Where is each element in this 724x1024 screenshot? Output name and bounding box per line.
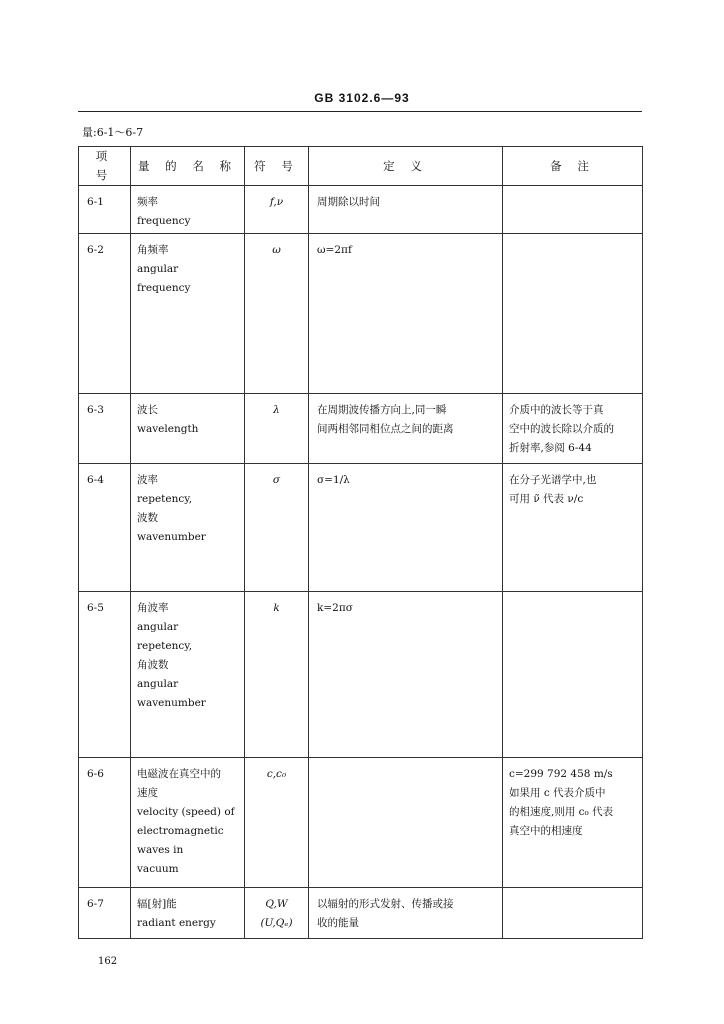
quantity-name-line: repetency,	[137, 493, 193, 505]
quantity-definition	[309, 592, 503, 758]
column-header-definition: 定 义	[309, 147, 503, 186]
quantity-name-line: waves in	[137, 844, 184, 856]
quantity-remarks-line: 空中的波长除以介质的	[509, 423, 614, 435]
quantity-symbol	[245, 464, 309, 592]
quantity-name-line: repetency,	[137, 640, 193, 652]
quantity-name-line: wavelength	[137, 423, 199, 435]
quantity-name-line: angular	[137, 621, 179, 633]
quantity-name	[131, 592, 245, 758]
quantity-name-line: velocity (speed) of	[137, 806, 235, 818]
quantity-name-line: radiant energy	[137, 917, 216, 929]
quantity-remarks-line: 可用 ν̃ 代表 ν/c	[509, 493, 584, 505]
quantity-definition	[309, 186, 503, 234]
column-header-quantity-name: 量 的 名 称	[131, 147, 245, 186]
quantity-name-line: 频率	[137, 196, 158, 208]
quantity-remarks-line: 的相速度,则用 c₀ 代表	[509, 806, 614, 818]
quantity-name-line: angular	[137, 678, 179, 690]
quantity-remarks	[503, 758, 643, 888]
header-rule	[78, 111, 642, 112]
quantity-definition	[309, 394, 503, 464]
quantity-definition-line: 收的能量	[317, 917, 359, 929]
quantity-remarks	[503, 394, 643, 464]
quantity-symbol-line: c,c₀	[266, 768, 287, 780]
quantity-definition	[309, 234, 503, 394]
item-number: 6-7	[79, 888, 131, 939]
quantity-symbol-line: ω	[272, 244, 281, 256]
table-row	[79, 758, 643, 888]
table-row	[79, 464, 643, 592]
quantities-table	[78, 146, 643, 939]
quantity-symbol-line: k	[273, 602, 280, 614]
quantity-name	[131, 758, 245, 888]
quantity-name	[131, 464, 245, 592]
table-caption: 量:6-1～6-7	[82, 126, 144, 139]
quantity-definition	[309, 464, 503, 592]
quantity-definition-line: σ=1/λ	[317, 474, 350, 486]
quantity-name-line: wavenumber	[137, 531, 206, 543]
quantity-name	[131, 186, 245, 234]
item-number: 6-4	[79, 464, 131, 592]
quantity-remarks	[503, 592, 643, 758]
table-header-row	[79, 147, 643, 186]
page-number: 162	[98, 956, 118, 967]
quantity-name-line: 波数	[137, 512, 158, 524]
quantity-symbol-line: λ	[273, 404, 280, 416]
quantity-definition-line: 以辐射的形式发射、传播或接	[317, 898, 454, 910]
quantity-symbol	[245, 186, 309, 234]
quantity-name-line: 波长	[137, 404, 158, 416]
quantity-name-line: 电磁波在真空中的	[137, 768, 221, 780]
standard-code-header: GB 3102.6—93	[314, 91, 410, 105]
quantity-symbol-line: σ	[272, 474, 281, 486]
quantity-name-line: 速度	[137, 787, 158, 799]
quantity-symbol	[245, 592, 309, 758]
quantity-definition-line: 间两相邻同相位点之间的距离	[317, 423, 454, 435]
quantity-name-line: 角波率	[137, 602, 169, 614]
quantity-remarks-line: 折射率,参阅 6-44	[509, 442, 592, 454]
quantity-symbol-line: Q,W	[265, 898, 288, 910]
quantity-name-line: vacuum	[137, 863, 179, 875]
quantity-name	[131, 234, 245, 394]
quantity-name-line: 角频率	[137, 244, 169, 256]
quantity-symbol-line: f,ν	[269, 196, 284, 208]
quantity-name-line: 波率	[137, 474, 158, 486]
item-number: 6-6	[79, 758, 131, 888]
quantity-symbol	[245, 888, 309, 939]
item-number: 6-5	[79, 592, 131, 758]
table-row	[79, 394, 643, 464]
quantity-remarks	[503, 888, 643, 939]
quantity-definition	[309, 758, 503, 888]
quantity-definition-line: 在周期波传播方向上,同一瞬	[317, 404, 447, 416]
column-header-symbol: 符 号	[245, 147, 309, 186]
quantity-remarks-line: 在分子光谱学中,也	[509, 474, 597, 486]
quantity-symbol-line: (U,Qₑ)	[260, 917, 293, 929]
quantity-remarks	[503, 234, 643, 394]
quantity-definition	[309, 888, 503, 939]
quantity-remarks-line: 如果用 c 代表介质中	[509, 787, 606, 799]
quantity-remarks-line: 真空中的相速度	[509, 825, 583, 837]
item-number: 6-2	[79, 234, 131, 394]
quantity-symbol	[245, 394, 309, 464]
table-row	[79, 234, 643, 394]
quantity-name	[131, 394, 245, 464]
quantity-name-line: frequency	[137, 215, 191, 227]
quantity-remarks	[503, 464, 643, 592]
quantity-name-line: electromagnetic	[137, 825, 224, 837]
quantity-definition-line: k=2πσ	[317, 602, 353, 614]
quantity-name-line: angular	[137, 263, 179, 275]
table-row	[79, 888, 643, 939]
quantity-remarks	[503, 186, 643, 234]
column-header-remarks: 备 注	[503, 147, 643, 186]
quantity-remarks-line: c=299 792 458 m/s	[509, 768, 613, 780]
table-row	[79, 186, 643, 234]
quantity-name-line: frequency	[137, 282, 191, 294]
quantity-name-line: wavenumber	[137, 697, 206, 709]
quantity-definition-line: 周期除以时间	[317, 196, 380, 208]
quantity-name-line: 角波数	[137, 659, 169, 671]
column-header-item-number: 项 号	[79, 147, 131, 186]
table-row	[79, 592, 643, 758]
quantity-symbol	[245, 758, 309, 888]
item-number: 6-1	[79, 186, 131, 234]
quantity-name-line: 辐[射]能	[137, 898, 177, 910]
quantity-definition-line: ω=2πf	[317, 244, 352, 256]
quantity-symbol	[245, 234, 309, 394]
quantity-name	[131, 888, 245, 939]
quantity-remarks-line: 介质中的波长等于真	[509, 404, 604, 416]
item-number: 6-3	[79, 394, 131, 464]
